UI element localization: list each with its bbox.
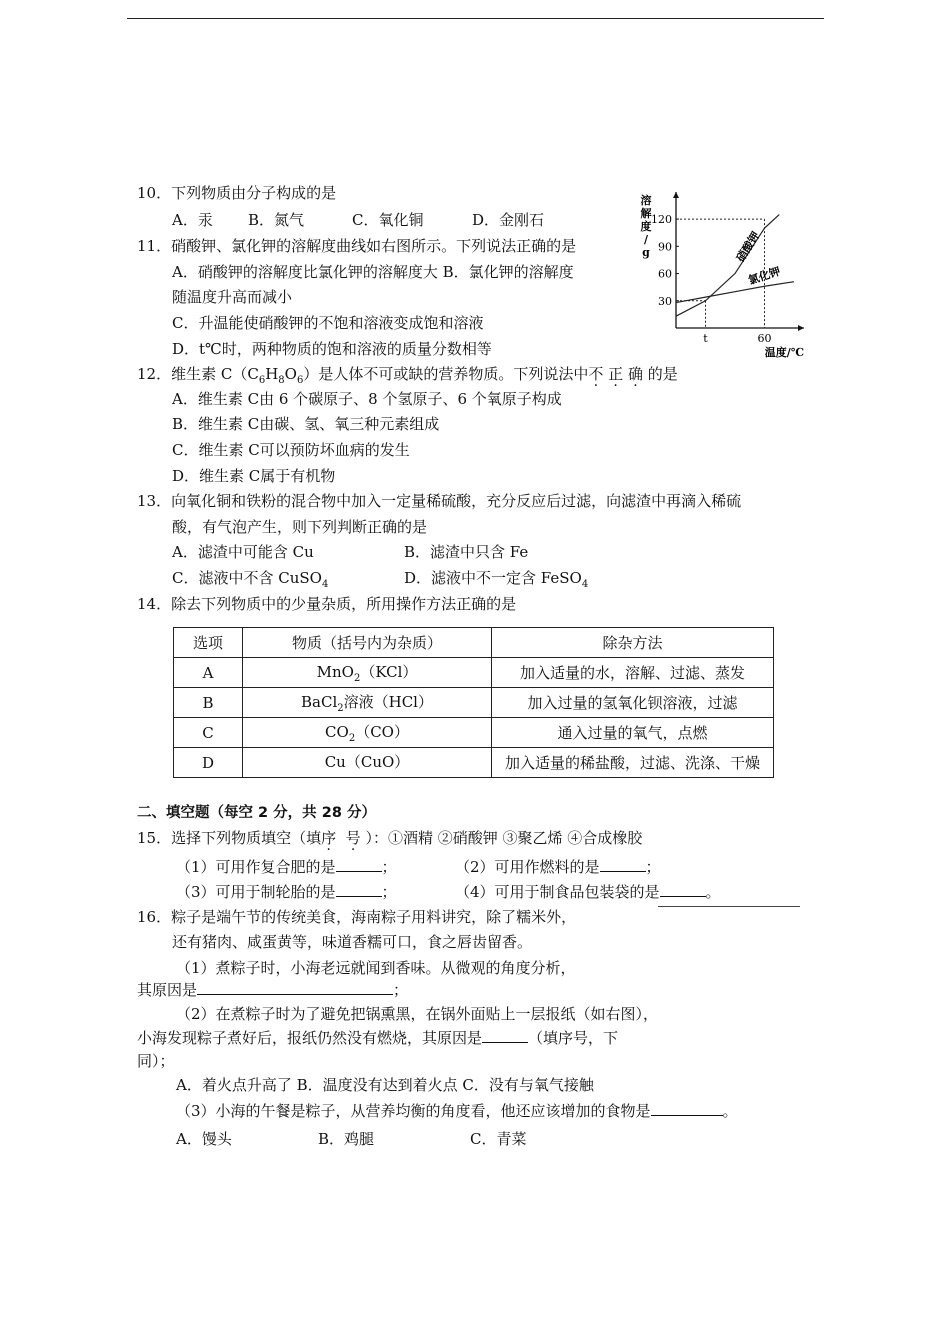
row-option: D	[174, 748, 243, 778]
x-tick-label: 60	[757, 332, 772, 345]
row-substance: MnO$_2$（KCl）	[243, 658, 492, 688]
series-label-1: 硝酸钾	[733, 229, 763, 265]
q10-option-d: D．金刚石	[472, 211, 545, 229]
series-line-2	[676, 282, 794, 303]
q10-option-b: B．氮气	[248, 211, 305, 229]
q15-stem: 15．选择下列物质填空（填序 号 ）：①酒精 ②硝酸钾 ③聚乙烯 ④合成橡胶	[137, 829, 643, 847]
header-option: 选项	[174, 628, 243, 658]
figure-line	[658, 906, 800, 907]
q16-choices: A．着火点升高了 B．温度没有达到着火点 C．没有与氧气接触	[176, 1076, 594, 1094]
row-method: 加入适量的稀盐酸，过滤、洗涤、干燥	[492, 748, 774, 778]
row-option: A	[174, 658, 243, 688]
q13-option-b: B．滤渣中只含 Fe	[404, 543, 529, 561]
table-row	[174, 658, 774, 688]
q10-option-c: C．氧化铜	[352, 211, 424, 229]
q13-stem-cont: 酸，有气泡产生，则下列判断正确的是	[172, 518, 428, 536]
q12-option-b: B．维生素 C由碳、氢、氧三种元素组成	[172, 415, 440, 433]
q11-option-c: C．升温能使硝酸钾的不饱和溶液变成饱和溶液	[172, 314, 484, 332]
table-row	[174, 688, 774, 718]
x-axis-label: 温度/℃	[764, 346, 804, 359]
q11-option-d: D．t℃时，两种物质的饱和溶液的质量分数相等	[172, 340, 492, 358]
table-row	[174, 748, 774, 778]
q10-option-a: A．汞	[172, 211, 213, 229]
series-label-2: 氯化钾	[746, 264, 783, 288]
q15-part-1: （1）可用作复合肥的是 ；	[176, 858, 397, 876]
q16-part-3: （3）小海的午餐是粽子，从营养均衡的角度看，他还应该增加的食物是 。	[176, 1102, 738, 1120]
q13-option-c: C．滤液中不含 CuSO$_4$	[172, 569, 329, 590]
q16-food-a: A．馒头	[176, 1130, 232, 1148]
y-tick-label: 120	[651, 213, 672, 227]
y-axis-label-char: 解	[640, 207, 652, 220]
solubility-chart	[636, 190, 816, 360]
q16-line-7: 同）；	[137, 1052, 175, 1070]
table-row	[174, 718, 774, 748]
q15-part-3: （3）可用于制轮胎的是 ；	[176, 883, 397, 901]
q12-option-d: D．维生素 C属于有机物	[172, 467, 336, 485]
y-axis-label-char: 度	[640, 220, 652, 233]
q16-line-1: 16．粽子是端午节的传统美食，海南粽子用料讲究，除了糯米外，	[137, 908, 577, 926]
section-2-heading: 二、填空题（每空 2 分，共 28 分）	[137, 805, 376, 821]
x-tick-label: t	[703, 332, 708, 345]
header-substance: 物质（括号内为杂质）	[243, 628, 492, 658]
q10-stem: 10．下列物质由分子构成的是	[137, 184, 337, 202]
q16-line-5: （2）在煮粽子时为了避免把锅熏黑，在锅外面贴上一层报纸（如右图），	[176, 1005, 659, 1023]
q15-part-2: （2）可用作燃料的是 ；	[455, 858, 661, 876]
row-substance: Cu（CuO）	[243, 748, 492, 778]
q13-option-a: A．滤渣中可能含 Cu	[172, 543, 314, 561]
page-top-rule	[127, 18, 824, 19]
row-option: C	[174, 718, 243, 748]
series-line-1	[676, 215, 779, 317]
q16-line-3: （1）煮粽子时，小海老远就闻到香味。从微观的角度分析，	[176, 959, 576, 977]
row-option: B	[174, 688, 243, 718]
y-tick-label: 60	[658, 267, 672, 281]
row-substance: BaCl$_2$溶液（HCl）	[243, 688, 492, 718]
y-tick-label: 30	[658, 294, 672, 308]
q11-option-ab: A．硝酸钾的溶解度比氯化钾的溶解度大 B．氯化钾的溶解度	[172, 263, 574, 281]
q16-line-2: 还有猪肉、咸蛋黄等，味道香糯可口，食之唇齿留香。	[172, 933, 533, 951]
y-axis-arrow	[673, 192, 679, 198]
q12-stem: 12．维生素 $C(C_6H_8O_6)$是人体不可或缺的营养物质。下列说法中不 正 确 的是	[137, 365, 678, 386]
q11-option-b-cont: 随温度升高而减小	[172, 288, 293, 306]
q13-option-d: D．滤液中不一定含 FeSO$_4$	[404, 569, 589, 590]
y-tick-label: 90	[658, 240, 672, 254]
impurity-removal-table	[173, 627, 774, 778]
q11-stem: 11．硝酸钾、氯化钾的溶解度曲线如右图所示。下列说法正确的是	[137, 237, 577, 255]
q13-stem: 13．向氧化铜和铁粉的混合物中加入一定量稀硫酸，充分反应后过滤，向滤渣中再滴入稀硫	[137, 492, 742, 510]
q15-part-4: （4）可用于制食品包装袋的是 。	[455, 883, 721, 901]
y-axis-label-char: 溶	[640, 194, 652, 207]
x-axis-arrow	[798, 325, 804, 331]
row-method: 通入过量的氧气，点燃	[492, 718, 774, 748]
y-axis-label-char: /	[643, 233, 649, 246]
q16-line-4: 其原因是 ；	[137, 981, 409, 999]
row-substance: $CO_2(CO)$	[243, 718, 492, 748]
header-method: 除杂方法	[492, 628, 774, 658]
q14-stem: 14．除去下列物质中的少量杂质，所用操作方法正确的是	[137, 595, 517, 613]
row-method: 加入过量的氢氧化钡溶液，过滤	[492, 688, 774, 718]
table-header-row	[174, 628, 774, 658]
q16-line-6: 小海发现粽子煮好后，报纸仍然没有燃烧，其原因是 （填序号，下	[137, 1029, 619, 1047]
y-axis-label-char: g	[642, 246, 650, 259]
q12-option-c: C．维生素 C可以预防坏血病的发生	[172, 441, 410, 459]
q16-food-c: C．青菜	[470, 1130, 527, 1148]
q16-food-b: B．鸡腿	[318, 1130, 375, 1148]
row-method: 加入适量的水，溶解、过滤、蒸发	[492, 658, 774, 688]
q12-option-a: A．维生素 C由 6 个碳原子、8 个氢原子、6 个氧原子构成	[172, 390, 562, 408]
